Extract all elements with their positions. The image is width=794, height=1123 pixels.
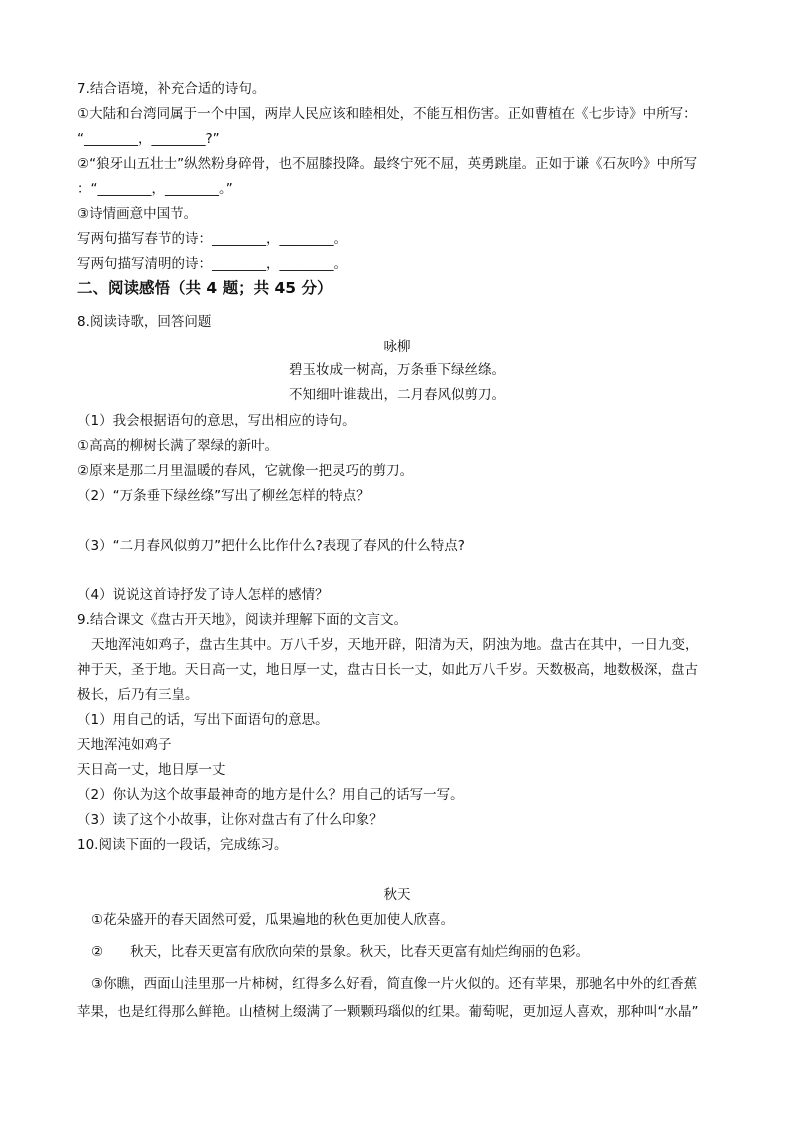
q10-title: 10.阅读下面的一段话，完成练习。 bbox=[77, 837, 288, 853]
section-heading: 二、阅读感悟（共 4 题；共 45 分） bbox=[77, 279, 333, 297]
poem-line-2: 不知细叶谁裁出，二月春风似剪刀。 bbox=[289, 387, 505, 403]
q8-sub3: （3）“二月春风似剪刀”把什么比作什么?表现了春风的什么特点? bbox=[77, 538, 465, 554]
q9-sub1-a: 天地浑沌如鸡子 bbox=[77, 737, 172, 753]
q9-title: 9.结合课文《盘古开天地》，阅读并理解下面的文言文。 bbox=[77, 612, 408, 628]
passage-para3-line2: 苹果，也是红得那么鲜艳。山楂树上缀满了一颗颗玛瑙似的红果。葡萄呢，更加逗人喜欢，那种叫“水晶” bbox=[77, 1004, 699, 1020]
passage-para2: ② 秋天，比春天更富有欣欣向荣的景象。秋天，比春天更富有灿烂绚丽的色彩。 bbox=[91, 944, 590, 960]
q7-item1-blanks: “________，________?” bbox=[77, 131, 220, 147]
q7-title: 7.结合语境，补充合适的诗句。 bbox=[77, 81, 266, 97]
q7-item1-line1: ①大陆和台湾同属于一个中国，两岸人民应该和睦相处，不能互相伤害。正如曹植在《七步诗》中所写： bbox=[77, 106, 697, 122]
q9-text-line1: 天地浑沌如鸡子，盘古生其中。万八千岁，天地开辟，阳清为天，阴浊为地。盘古在其中，一日九变， bbox=[91, 637, 699, 653]
q9-text-line3: 极长，后乃有三皇。 bbox=[77, 687, 199, 703]
q7-spring-festival-prompt: 写两句描写春节的诗：________，________。 bbox=[77, 231, 347, 247]
q7-item3: ③诗情画意中国节。 bbox=[77, 206, 198, 222]
q9-sub2: （2）你认为这个故事最神奇的地方是什么？用自己的话写一写。 bbox=[77, 787, 464, 803]
q9-text-line2: 神于天，圣于地。天日高一丈，地日厚一丈，盘古日长一丈，如此万八千岁。天数极高，地数极深，盘古 bbox=[77, 662, 698, 678]
q8-sub2: （2）“万条垂下绿丝绦”写出了柳丝怎样的特点？ bbox=[77, 488, 370, 504]
q9-sub1: （1）用自己的话，写出下面语句的意思。 bbox=[77, 712, 329, 728]
poem-title: 咏柳 bbox=[383, 339, 411, 355]
q7-qingming-prompt: 写两句描写清明的诗：________，________。 bbox=[77, 256, 347, 272]
q8-sub1-b: ②原来是那二月里温暖的春风，它就像一把灵巧的剪刀。 bbox=[77, 463, 414, 479]
q8-sub4: （4）说说这首诗抒发了诗人怎样的感情？ bbox=[77, 587, 329, 603]
poem-line-1: 碧玉妆成一树高，万条垂下绿丝绦。 bbox=[289, 362, 505, 378]
q7-item2-line1: ②“狼牙山五壮士”纵然粉身碎骨，也不屈膝投降。最终宁死不屈，英勇跳崖。正如于谦《石灰吟》中所写 bbox=[77, 156, 698, 172]
q7-item2-blanks: ：“________，________。” bbox=[77, 181, 233, 197]
passage-para3-line1: ③你瞧，西面山洼里那一片柿树，红得多么好看，简直像一片火似的。还有苹果，那驰名中外的红香蕉 bbox=[91, 976, 698, 992]
passage-para1: ①花朵盛开的春天固然可爱，瓜果遍地的秋色更加使人欣喜。 bbox=[91, 912, 455, 928]
q9-sub3: （3）读了这个小故事，让你对盘古有了什么印象？ bbox=[77, 812, 383, 828]
q8-sub1-a: ①高高的柳树长满了翠绿的新叶。 bbox=[77, 438, 279, 454]
q8-title: 8.阅读诗歌，回答问题 bbox=[77, 314, 212, 330]
q9-sub1-b: 天日高一丈，地日厚一丈 bbox=[77, 762, 226, 778]
passage-title: 秋天 bbox=[383, 887, 411, 903]
q8-sub1: （1）我会根据语句的意思，写出相应的诗句。 bbox=[77, 413, 356, 429]
